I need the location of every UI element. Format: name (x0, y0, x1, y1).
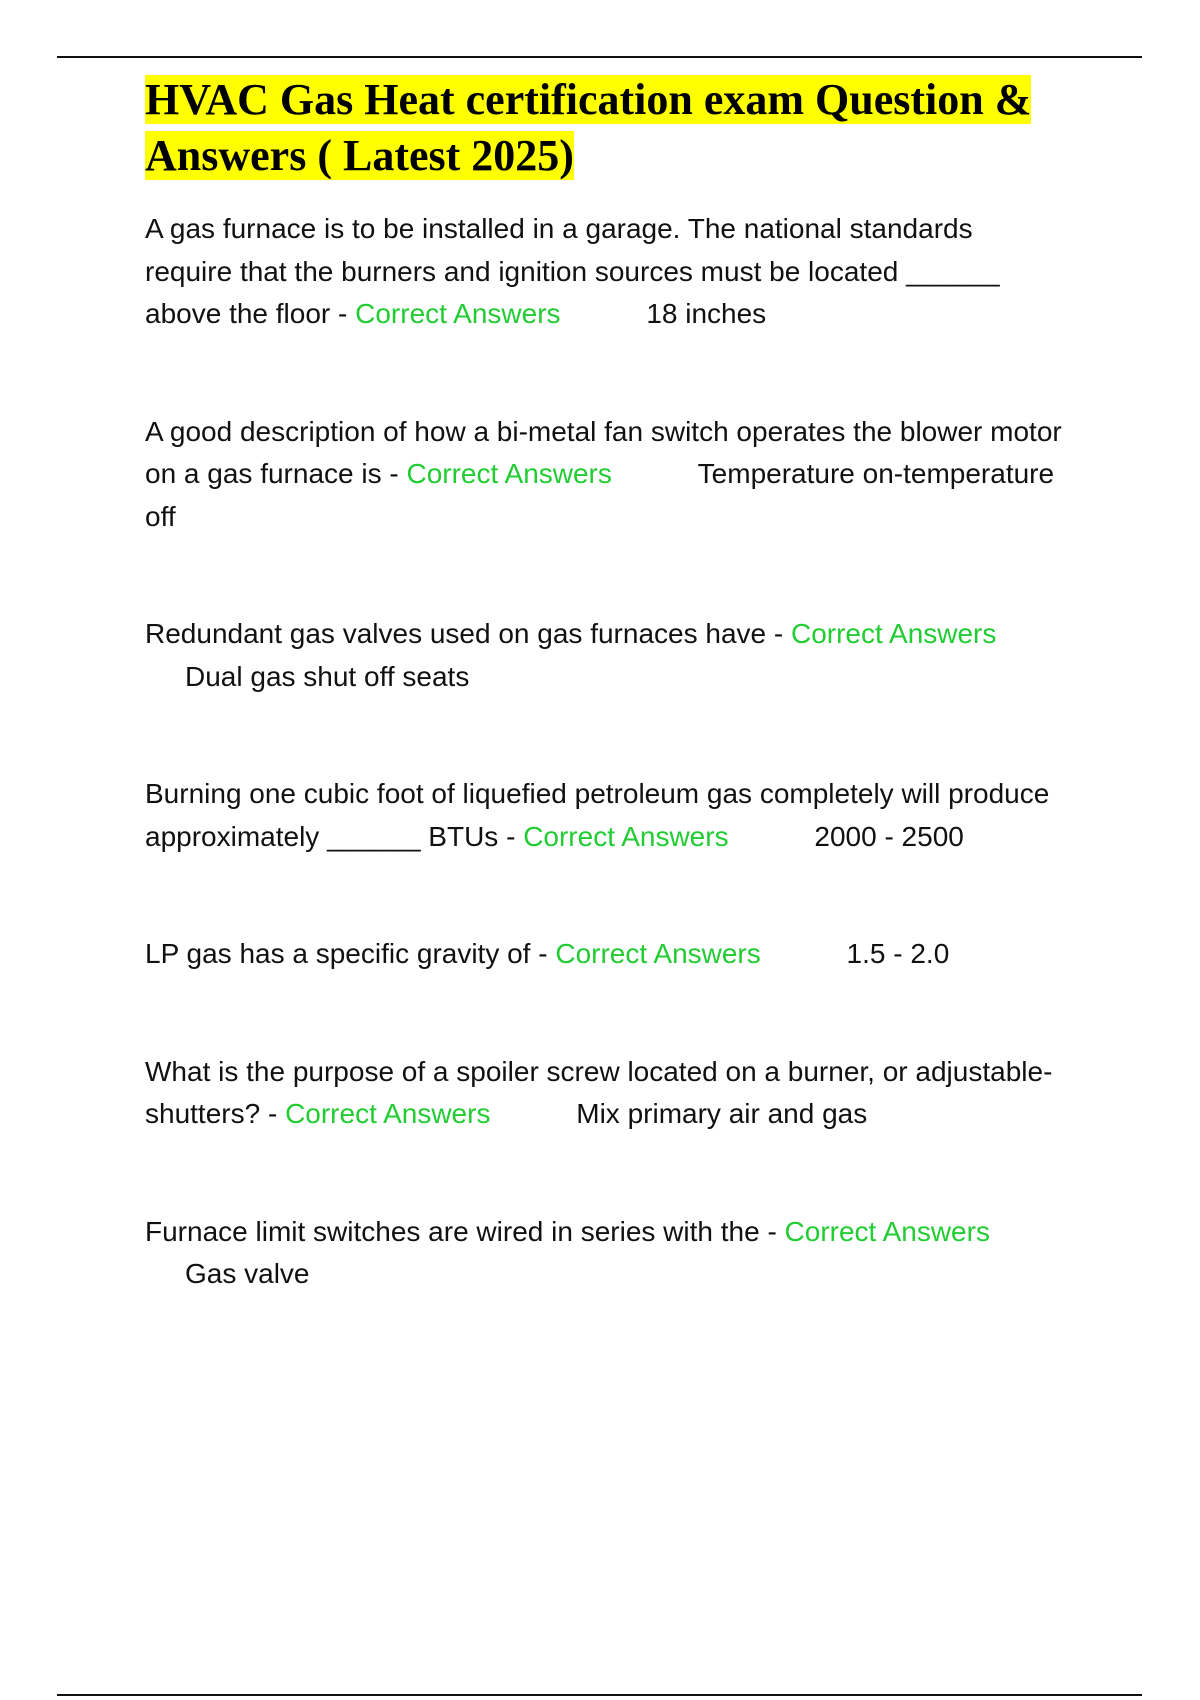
qa-item (145, 773, 1065, 858)
qa-item (145, 411, 1065, 539)
correct-answers-label: Correct Answers (784, 1215, 990, 1247)
question-text: A good description of how a bi-metal fan switch operates the blower motor on a gas furnace is - (145, 415, 1062, 489)
question-text: Furnace limit switches are wired in series with the - (145, 1215, 777, 1247)
correct-answers-label: Correct Answers (555, 938, 761, 969)
answer-text: 2000 - 2500 (814, 820, 964, 852)
correct-answers-label: Correct Answers (790, 618, 997, 649)
answer-text: Dual gas shut off seats (185, 660, 470, 692)
correct-answers-label: Correct Answers (406, 458, 612, 489)
title-highlight: HVAC Gas Heat certification exam Question & Answers ( Latest 2025) (145, 75, 1032, 180)
bottom-rule (57, 1694, 1142, 1696)
qa-item (145, 1211, 1065, 1296)
qa-item (145, 613, 1065, 698)
question-text: LP gas has a specific gravity of - (145, 938, 548, 969)
answer-text: 18 inches (646, 298, 767, 329)
question-text: Redundant gas valves used on gas furnaces have - (145, 618, 784, 649)
correct-answers-label: Correct Answers (355, 298, 561, 329)
qa-list (145, 208, 1065, 1296)
correct-answers-label: Correct Answers (285, 1098, 491, 1129)
qa-item (145, 1051, 1065, 1136)
answer-text: Temperature on-temperature off (145, 458, 1055, 532)
answer-text: Mix primary air and gas (576, 1098, 868, 1129)
qa-item (145, 208, 1065, 336)
page-title (145, 72, 1085, 184)
correct-answers-label: Correct Answers (523, 820, 729, 852)
question-text: A gas furnace is to be installed in a garage. The national standards require that the burners and ignition sources must be located ______ above the floor - (145, 213, 1000, 329)
answer-text: 1.5 - 2.0 (846, 938, 950, 969)
answer-text: Gas valve (185, 1258, 310, 1289)
top-rule (57, 56, 1142, 58)
question-text: What is the purpose of a spoiler screw located on a burner, or adjustable-shutters? - (145, 1055, 1053, 1129)
question-text: Burning one cubic foot of liquefied petroleum gas completely will produce approximately ______ BTUs - (145, 778, 1050, 852)
qa-item (145, 933, 1065, 976)
